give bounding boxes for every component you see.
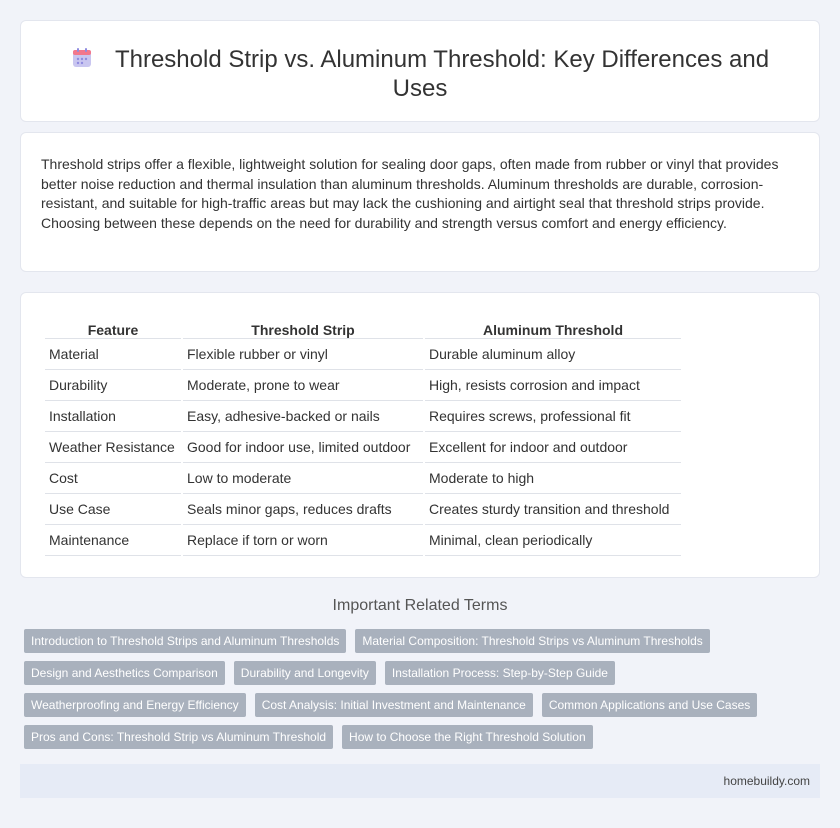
related-term-tag[interactable]: Common Applications and Use Cases xyxy=(542,693,757,717)
header-threshold-strip: Threshold Strip xyxy=(183,317,423,339)
table-cell: Durability xyxy=(45,370,181,401)
table-cell: Flexible rubber or vinyl xyxy=(183,339,423,370)
table-cell: Cost xyxy=(45,463,181,494)
footer xyxy=(20,764,820,798)
table-cell: Moderate, prone to wear xyxy=(183,370,423,401)
table-row xyxy=(45,370,681,401)
table-cell: Requires screws, professional fit xyxy=(425,401,681,432)
table-cell: Installation xyxy=(45,401,181,432)
related-term-tag[interactable]: How to Choose the Right Threshold Solution xyxy=(342,725,593,749)
table-row xyxy=(45,494,681,525)
table-row xyxy=(45,525,681,556)
related-terms-title: Important Related Terms xyxy=(332,597,508,614)
table-cell: Excellent for indoor and outdoor xyxy=(425,432,681,463)
related-term-tag[interactable]: Design and Aesthetics Comparison xyxy=(24,661,225,685)
table-cell: Easy, adhesive-backed or nails xyxy=(183,401,423,432)
table-cell: Minimal, clean periodically xyxy=(425,525,681,556)
intro-paragraph: Threshold strips offer a flexible, lightweight solution for sealing door gaps, often made from rubber or vinyl that provides better noise reduction and thermal insulation than aluminum thresholds. Aluminum thresholds are durable, corrosion-resistant, and suitable for high-traffic areas but may lack the cushioning and airtight seal that threshold strips provide. Choosing between these depends on the need for durability and strength versus comfort and energy efficiency. xyxy=(41,156,779,232)
comparison-table xyxy=(43,317,683,556)
page-title-wrap xyxy=(21,45,819,103)
intro-card xyxy=(20,132,820,272)
related-term-tag[interactable]: Cost Analysis: Initial Investment and Maintenance xyxy=(255,693,533,717)
table-cell: Durable aluminum alloy xyxy=(425,339,681,370)
related-term-tag[interactable]: Installation Process: Step-by-Step Guide xyxy=(385,661,615,685)
table-cell: Low to moderate xyxy=(183,463,423,494)
table-cell: Weather Resistance xyxy=(45,432,181,463)
table-cell: Use Case xyxy=(45,494,181,525)
page-title: Threshold Strip vs. Aluminum Threshold: Key Differences and Uses xyxy=(114,46,770,102)
table-cell: Creates sturdy transition and threshold xyxy=(425,494,681,525)
related-term-tag[interactable]: Material Composition: Threshold Strips vs Aluminum Thresholds xyxy=(355,629,709,653)
header-feature: Feature xyxy=(45,317,181,339)
table-cell: Moderate to high xyxy=(425,463,681,494)
table-row xyxy=(45,463,681,494)
header-card xyxy=(20,20,820,122)
table-row xyxy=(45,401,681,432)
header-aluminum-threshold: Aluminum Threshold xyxy=(425,317,681,339)
table-cell: Replace if torn or worn xyxy=(183,525,423,556)
comparison-card xyxy=(20,292,820,578)
related-term-tag[interactable]: Introduction to Threshold Strips and Aluminum Thresholds xyxy=(24,629,346,653)
table-row xyxy=(45,432,681,463)
table-cell: Material xyxy=(45,339,181,370)
table-row xyxy=(45,339,681,370)
table-cell: Good for indoor use, limited outdoor xyxy=(183,432,423,463)
table-cell: High, resists corrosion and impact xyxy=(425,370,681,401)
calendar-icon xyxy=(71,47,93,69)
table-cell: Seals minor gaps, reduces drafts xyxy=(183,494,423,525)
related-term-tag[interactable]: Durability and Longevity xyxy=(234,661,376,685)
footer-site-link[interactable]: homebuildy.com xyxy=(723,774,810,788)
related-terms-list xyxy=(24,629,784,749)
related-term-tag[interactable]: Weatherproofing and Energy Efficiency xyxy=(24,693,246,717)
table-cell: Maintenance xyxy=(45,525,181,556)
table-header-row xyxy=(45,317,681,339)
related-term-tag[interactable]: Pros and Cons: Threshold Strip vs Aluminum Threshold xyxy=(24,725,333,749)
